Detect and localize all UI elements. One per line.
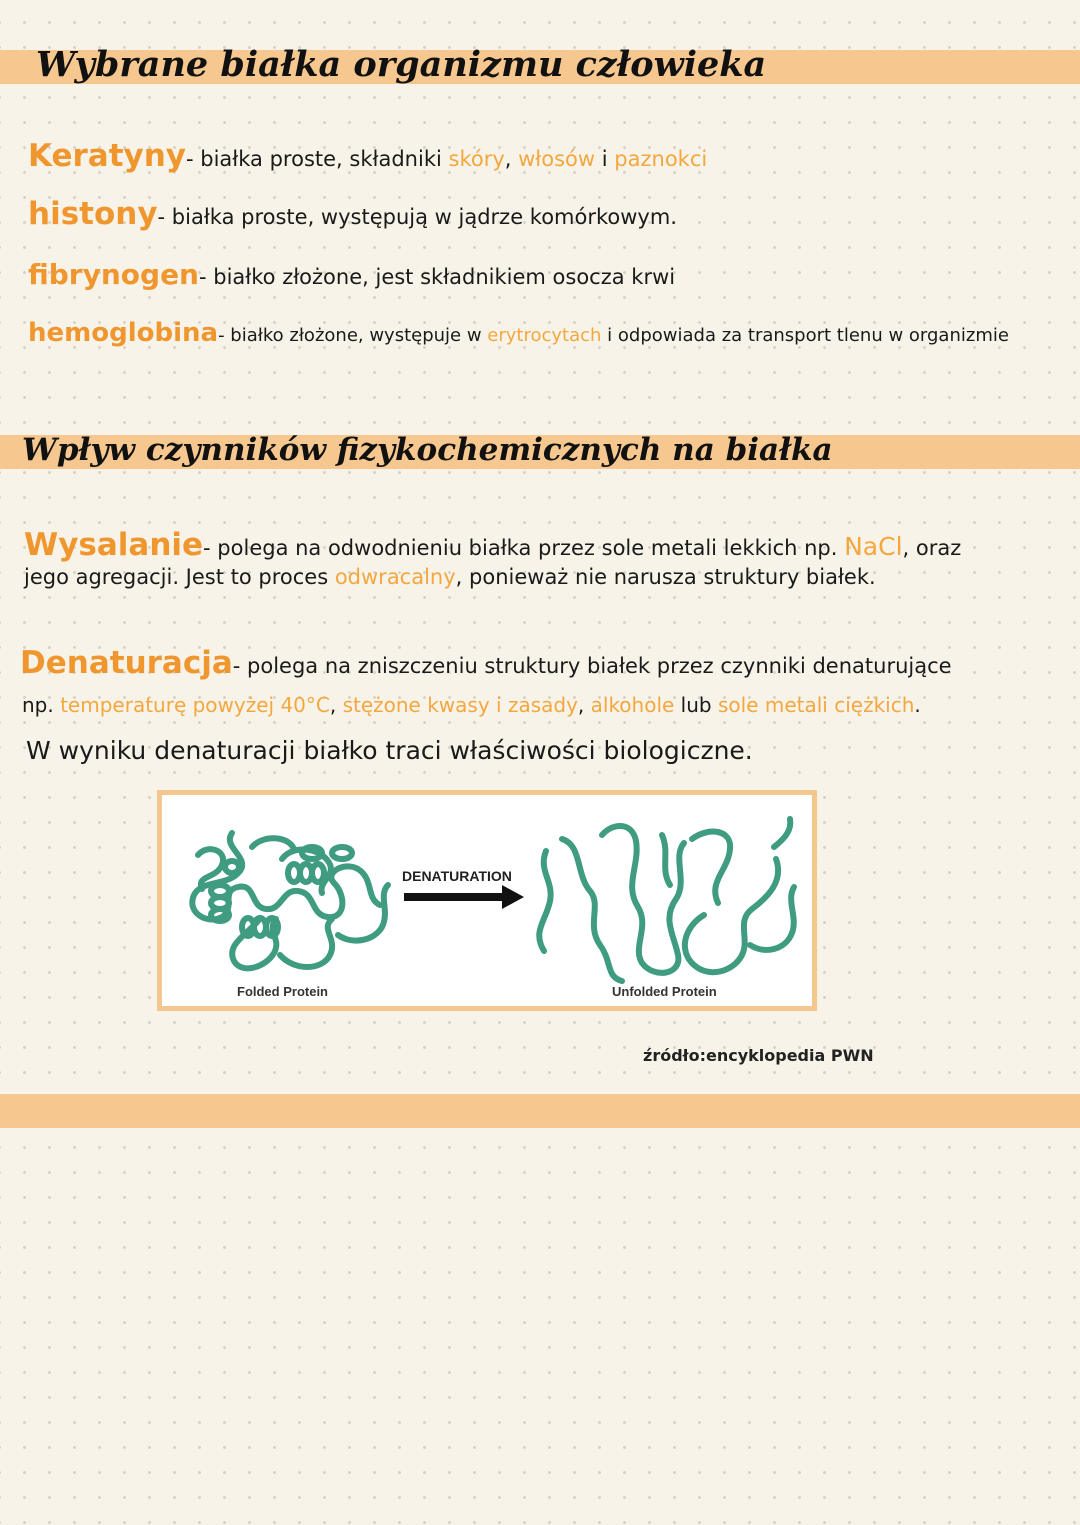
highlight-paznokci: paznokci bbox=[614, 147, 708, 171]
item-text: i bbox=[595, 147, 615, 171]
section2-title: Wpływ czynników fizykochemicznych na białka bbox=[22, 432, 833, 468]
item-text: i odpowiada za transport tlenu w organizmie bbox=[601, 325, 1009, 346]
wysalanie-text: , oraz bbox=[902, 536, 962, 560]
denaturacja-conclusion: W wyniku denaturacji białko traci właściwości biologiczne. bbox=[26, 736, 753, 765]
highlight-skory: skóry bbox=[448, 147, 505, 171]
wysalanie-text: , ponieważ nie narusza struktury białek. bbox=[455, 565, 876, 589]
denaturacja-line-1 bbox=[20, 645, 952, 681]
highlight-nacl: NaCl bbox=[844, 532, 903, 561]
item-hemoglobina bbox=[28, 318, 1009, 348]
term-histony: histony bbox=[28, 196, 158, 232]
highlight-wlosow: włosów bbox=[518, 147, 596, 171]
denaturacja-text: np. bbox=[22, 693, 61, 717]
term-keratyny: Keratyny bbox=[28, 138, 187, 174]
item-text: - białka proste, występują w jądrze komórkowym. bbox=[157, 205, 677, 229]
item-text: - białko złożone, jest składnikiem osocza krwi bbox=[199, 265, 676, 289]
highlight-erytrocytach: erytrocytach bbox=[487, 325, 602, 346]
term-denaturacja: Denaturacja bbox=[20, 645, 233, 681]
denaturacja-text: - polega na zniszczeniu struktury białek przez czynniki denaturujące bbox=[232, 654, 952, 678]
item-text: , bbox=[504, 147, 519, 171]
folded-protein-caption: Folded Protein bbox=[237, 984, 328, 999]
wysalanie-text: jego agregacji. Jest to proces bbox=[24, 565, 335, 589]
denaturacja-text: , bbox=[577, 693, 591, 717]
highlight-odwracalny: odwracalny bbox=[334, 565, 456, 589]
item-text: - białka proste, składniki bbox=[186, 147, 449, 171]
wysalanie-line-1 bbox=[24, 527, 961, 563]
folded-protein-icon bbox=[192, 833, 388, 968]
term-wysalanie: Wysalanie bbox=[24, 527, 204, 563]
source-note: źródło:encyklopedia PWN bbox=[643, 1046, 874, 1065]
item-fibrynogen bbox=[28, 258, 675, 291]
highlight-alkohole: alkohole bbox=[590, 693, 675, 717]
wysalanie-text: - polega na odwodnieniu białka przez sole metali lekkich np. bbox=[203, 536, 845, 560]
right-arrow-icon bbox=[404, 885, 524, 909]
denaturacja-line-2 bbox=[22, 693, 921, 717]
highlight-temperatura: temperaturę powyżej 40°C bbox=[60, 693, 330, 717]
highlight-kwasy-zasady: stężone kwasy i zasady bbox=[342, 693, 578, 717]
denaturation-diagram bbox=[157, 790, 817, 1011]
section1-title: Wybrane białka organizmu człowieka bbox=[36, 44, 767, 85]
arrow-label: DENATURATION bbox=[402, 868, 512, 884]
unfolded-protein-caption: Unfolded Protein bbox=[612, 984, 717, 999]
denaturacja-text: lub bbox=[674, 693, 718, 717]
denaturation-illustration bbox=[162, 795, 812, 1006]
term-fibrynogen: fibrynogen bbox=[28, 258, 199, 291]
wysalanie-line-2 bbox=[24, 565, 876, 589]
denaturacja-line-3 bbox=[26, 736, 753, 765]
highlight-sole-metali: sole metali ciężkich bbox=[717, 693, 915, 717]
term-hemoglobina: hemoglobina bbox=[28, 318, 219, 348]
unfolded-protein-icon bbox=[539, 819, 794, 981]
denaturacja-text: . bbox=[914, 693, 921, 717]
denaturacja-text: , bbox=[329, 693, 343, 717]
bottom-highlight-band bbox=[0, 1094, 1080, 1128]
item-text: - białko złożone, występuje w bbox=[218, 325, 488, 346]
item-keratyny bbox=[28, 138, 707, 174]
item-histony bbox=[28, 196, 677, 232]
